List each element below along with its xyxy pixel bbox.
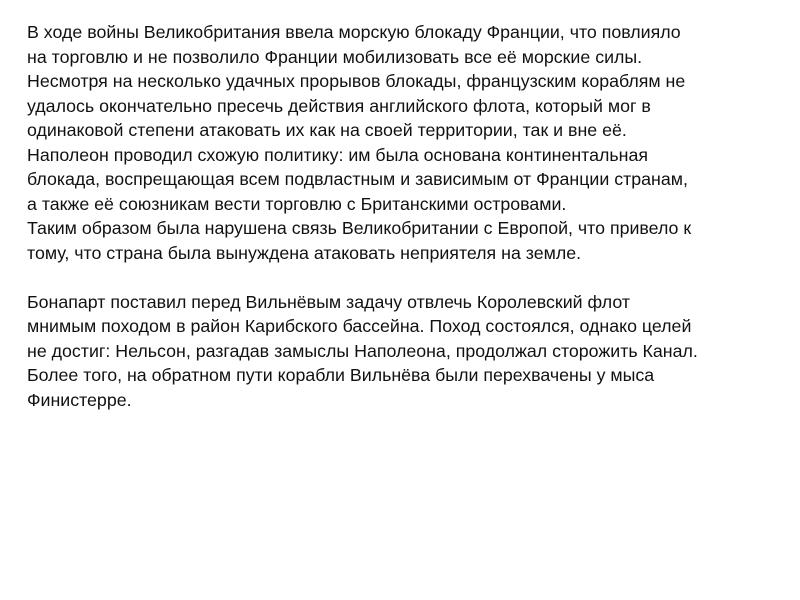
- paragraph-spacer: [27, 265, 797, 290]
- paragraph-villeneuve: [27, 290, 797, 413]
- text-line: на торговлю и не позволило Франции мобилизовать все её морские силы.: [27, 46, 643, 67]
- text-line: Таким образом была нарушена связь Великобритании с Европой, что привело к: [27, 218, 692, 238]
- text-block: [27, 20, 797, 412]
- text-line: мнимым походом в район Карибского бассейна. Поход состоялся, однако целей: [27, 316, 692, 336]
- paragraph-naval-blockade: [27, 20, 797, 265]
- text-line: тому, что страна была вынуждена атаковать неприятеля на земле.: [27, 242, 582, 263]
- text-line: удалось окончательно пресечь действия английского флота, который мог в: [27, 95, 651, 116]
- text-line: блокада, воспрещающая всем подвластным и зависимым от Франции странам,: [27, 169, 688, 189]
- text-line: не достиг: Нельсон, разгадав замыслы Наполеона, продолжал сторожить Канал.: [27, 340, 698, 361]
- text-line: Несмотря на несколько удачных прорывов блокады, французским кораблям не: [27, 71, 686, 91]
- text-line: Бонапарт поставил перед Вильнёвым задачу отвлечь Королевский флот: [27, 291, 630, 312]
- text-line: одинаковой степени атаковать их как на своей территории, так и вне её.: [27, 120, 627, 140]
- text-line: а также её союзникам вести торговлю с Британскими островами.: [27, 193, 567, 214]
- text-line: Финистерре.: [27, 389, 132, 410]
- text-line: Наполеон проводил схожую политику: им была основана континентальная: [27, 144, 648, 165]
- text-line: В ходе войны Великобритания ввела морскую блокаду Франции, что повлияло: [27, 22, 681, 42]
- text-line: Более того, на обратном пути корабли Вильнёва были перехвачены у мыса: [27, 365, 655, 385]
